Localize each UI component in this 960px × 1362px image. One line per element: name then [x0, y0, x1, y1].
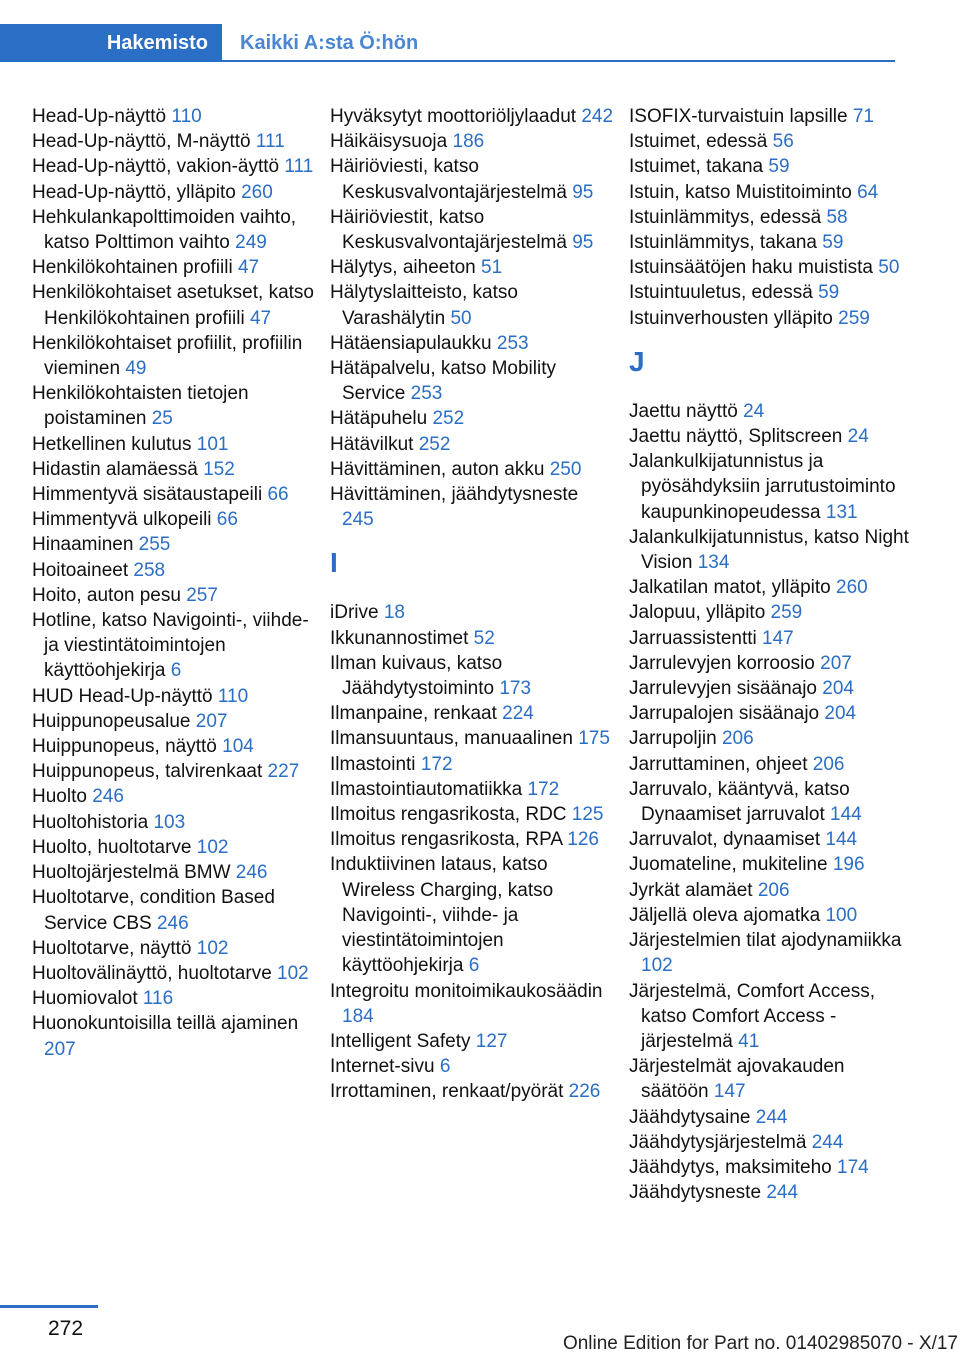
index-entry-text: Jäljellä oleva ajomatka [629, 904, 826, 926]
tab-index[interactable]: Hakemisto [0, 24, 222, 62]
index-entry-text: Hoitoaineet [32, 559, 134, 581]
index-entry-text: ISOFIX-turvaistuin lapsille [629, 106, 853, 127]
index-entry [330, 979, 615, 1029]
index-entry [629, 306, 914, 331]
index-entry-text: Himmentyvä ulkopeili [32, 509, 217, 531]
index-page-link[interactable]: 175 [578, 728, 610, 750]
index-entry [32, 709, 317, 734]
index-entry-text: Ilmoitus rengasrikosta, RDC [330, 804, 572, 826]
index-page-link[interactable]: 260 [836, 577, 868, 599]
index-entry-text: Jyrkät alamäet [629, 879, 758, 901]
index-entry [629, 255, 914, 280]
index-page-link[interactable]: 207 [820, 652, 852, 674]
index-entry-text: Huoltohistoria [32, 811, 154, 833]
index-entry-text: Jäähdytysneste [629, 1182, 767, 1204]
index-entry [629, 230, 914, 255]
index-page-link[interactable]: 206 [757, 879, 790, 901]
index-entry-text: Ikkunannostimet [330, 627, 474, 649]
index-entry [629, 726, 914, 751]
index-entry [330, 331, 615, 356]
index-page-link[interactable]: 18 [383, 602, 405, 624]
index-page-link[interactable]: 50 [878, 257, 900, 279]
index-entry [629, 104, 914, 129]
index-entry-text: Head-Up-näyttö, M-näyttö [32, 131, 256, 153]
index-page-link[interactable]: 56 [772, 131, 794, 153]
index-page-link[interactable]: 244 [811, 1131, 844, 1153]
index-column-2 [330, 104, 615, 1105]
index-entry [629, 449, 914, 525]
index-entry [32, 734, 317, 759]
index-page-link[interactable]: 196 [832, 854, 865, 876]
index-page-link[interactable]: 71 [852, 106, 874, 127]
index-page-link[interactable]: 116 [142, 988, 174, 1010]
index-entry [629, 180, 914, 205]
index-entry [629, 979, 914, 1055]
index-entry-text: Jaettu näyttö, Splitscreen [629, 426, 848, 448]
index-entry [629, 777, 914, 827]
index-entry-text: Istuinverhousten ylläpito [629, 307, 839, 329]
index-entry [32, 507, 317, 532]
index-page-link[interactable]: 255 [138, 534, 171, 556]
index-page-link[interactable]: 172 [527, 778, 560, 800]
index-entry-text: Istuinlämmitys, edessä [629, 206, 827, 228]
index-entry [330, 1054, 615, 1079]
index-page-link[interactable]: 144 [830, 804, 862, 826]
index-entry-text: Huolto [32, 786, 93, 808]
index-letter-heading: J [629, 345, 645, 377]
index-entry-text: Jarruttaminen, ohjeet [629, 753, 813, 775]
index-page-link[interactable]: 204 [824, 703, 857, 725]
index-entry-text: Ilmansuuntaus, manuaalinen [330, 728, 579, 750]
index-entry [629, 651, 914, 676]
index-entry [330, 129, 615, 154]
index-entry [629, 525, 914, 575]
index-entry-text: iDrive [330, 602, 384, 624]
index-entry-text: Jaettu näyttö [629, 400, 744, 422]
index-entry-text: Jalankulkijatunnistus ja pyösähdyksiin jarrutustoiminto kaupunkinopeudessa [629, 451, 896, 523]
index-page-link[interactable]: 50 [450, 307, 472, 329]
index-page-link[interactable]: 244 [766, 1182, 799, 1204]
index-page-link[interactable]: 6 [468, 955, 480, 977]
index-entry-text: HUD Head-Up-näyttö [32, 685, 218, 707]
index-entry-text: Jarrupalojen sisäänajo [629, 703, 825, 725]
index-entry-text: Häiriöviestit, katso Keskusvalvontajärjestelmä [330, 206, 573, 254]
index-entry [32, 558, 317, 583]
index-entry-text: Jarrupoljin [629, 728, 722, 750]
index-page-link[interactable]: 102 [196, 937, 229, 959]
index-page-link[interactable]: 110 [171, 106, 202, 127]
index-entry-text: Huippunopeus, näyttö [32, 736, 223, 758]
index-entry [330, 802, 615, 827]
index-page-link[interactable]: 152 [203, 458, 235, 480]
index-page-link[interactable]: 206 [721, 728, 754, 750]
index-entry [32, 961, 317, 986]
index-entry [629, 928, 914, 978]
index-page-link[interactable]: 224 [502, 703, 534, 725]
index-entry [330, 752, 615, 777]
index-page-link[interactable]: 227 [267, 761, 300, 783]
index-entry [32, 381, 317, 431]
index-entry [330, 457, 615, 482]
index-entry [32, 280, 317, 330]
index-entry-text: Ilmoitus rengasrikosta, RPA [330, 829, 568, 851]
index-entry [629, 424, 914, 449]
index-entry-text: Häiriöviesti, katso Keskusvalvontajärjestelmä [330, 156, 573, 203]
index-entry [629, 205, 914, 230]
index-entry-text: Hävittäminen, auton akku [330, 458, 550, 480]
index-page-link[interactable]: 126 [567, 829, 599, 851]
index-page-link[interactable]: 41 [738, 1030, 760, 1052]
index-entry-text: Huoltovälinäyttö, huoltotarve [32, 962, 278, 984]
index-entry-text: Hoito, auton pesu [32, 584, 187, 606]
index-page-link[interactable]: 59 [822, 232, 844, 254]
index-entry-text: Hehkulankapolttimoiden vaihto, katso Polttimon vaihto [32, 206, 297, 254]
index-entry-text: Head-Up-näyttö, ylläpito [32, 181, 242, 203]
index-entry-text: Jalkatilan matot, ylläpito [629, 577, 836, 599]
index-entry [32, 1011, 317, 1061]
header-tabs [0, 24, 895, 62]
index-page-link[interactable]: 244 [755, 1106, 788, 1128]
index-entry [629, 129, 914, 154]
index-letter-heading: I [330, 547, 338, 579]
index-entry-text: Irrottaminen, renkaat/pyörät [330, 1081, 569, 1103]
index-entry [629, 1180, 914, 1205]
index-entry-text: Henkilökohtaisten tietojen poistaminen [32, 383, 249, 430]
index-page-link[interactable]: 66 [216, 509, 238, 531]
index-entry [32, 532, 317, 557]
index-page-link[interactable]: 111 [255, 131, 285, 153]
index-page-link[interactable]: 59 [818, 282, 840, 304]
index-entry [330, 1029, 615, 1054]
index-entry-text: Huippunopeus, talvirenkaat [32, 761, 268, 783]
index-page-link[interactable]: 260 [241, 181, 273, 203]
index-page-link[interactable]: 250 [549, 458, 582, 480]
index-entry [629, 626, 914, 651]
index-entry [629, 1155, 914, 1180]
index-page-link[interactable]: 24 [847, 426, 869, 448]
index-entry [32, 255, 317, 280]
index-entry-text: Huomiovalot [32, 988, 143, 1010]
index-entry-text: Ilman kuivaus, katso Jäähdytystoiminto [330, 652, 503, 700]
index-entry [330, 600, 615, 625]
index-entry-text: Istuinsäätöjen haku muistista [629, 257, 879, 279]
index-entry [629, 399, 914, 424]
index-page-link[interactable]: 58 [826, 206, 848, 228]
index-entry [32, 936, 317, 961]
index-entry [32, 835, 317, 860]
index-page-link[interactable]: 25 [151, 408, 173, 430]
index-entry [629, 1130, 914, 1155]
index-entry-text: Hinaaminen [32, 534, 139, 556]
index-entry-text: Jarrulevyjen korroosio [629, 652, 821, 674]
index-page-link[interactable]: 49 [125, 358, 147, 380]
index-entry-text: Ilmastointiautomatiikka [330, 778, 528, 800]
index-page-link[interactable]: 59 [768, 156, 790, 178]
index-page-link[interactable]: 47 [249, 307, 272, 329]
index-entry-text: Istuimet, edessä [629, 131, 773, 153]
index-entry-text: Istuimet, takana [629, 156, 769, 178]
index-entry [330, 827, 615, 852]
page-number: 272 [48, 1317, 84, 1340]
index-page-link[interactable]: 173 [499, 678, 532, 700]
index-entry-text: Jarruvalo, kääntyvä, katso Dynaamiset jarruvalot [629, 778, 850, 826]
index-entry-text: Järjestelmä, Comfort Access, katso Comfort Access -järjestelmä [629, 980, 876, 1052]
index-entry [330, 852, 615, 978]
index-entry-text: Hidastin alamäessä [32, 458, 204, 480]
index-entry [330, 482, 615, 532]
index-entry [330, 626, 615, 651]
index-page-link[interactable]: 6 [170, 660, 182, 682]
index-entry-text: Induktiivinen lataus, katso Wireless Charging, katso Navigointi-, viihde- ja viestintätoimintojen käyttöohjekirja [330, 854, 554, 977]
index-page-link[interactable]: 259 [838, 307, 870, 329]
index-entry-text: Hävittäminen, jäähdytysneste [330, 484, 579, 506]
index-entry [629, 280, 914, 305]
index-page-link[interactable]: 207 [44, 1038, 76, 1060]
index-page-link[interactable]: 131 [825, 501, 858, 523]
index-page-link[interactable]: 204 [822, 678, 854, 700]
index-page-link[interactable]: 125 [571, 804, 604, 826]
index-entry [330, 432, 615, 457]
index-entry-text: Jarrulevyjen sisäänajo [629, 678, 823, 700]
index-entry-text: Hetkellinen kulutus [32, 433, 197, 455]
index-entry [629, 852, 914, 877]
index-entry [629, 752, 914, 777]
index-entry [32, 608, 317, 684]
index-entry [32, 784, 317, 809]
index-entry [629, 1054, 914, 1104]
index-entry-text: Jäähdytys, maksimiteho [629, 1156, 838, 1178]
index-page-link[interactable]: 144 [825, 829, 858, 851]
index-entry [32, 860, 317, 885]
index-page-link[interactable]: 100 [825, 904, 858, 926]
index-page-link[interactable]: 103 [153, 811, 186, 833]
index-page-link[interactable]: 111 [284, 156, 314, 178]
index-entry [330, 1079, 615, 1104]
index-page-link[interactable]: 95 [572, 232, 594, 254]
index-entry-text: Internet-sivu [330, 1056, 440, 1078]
index-page-link[interactable]: 102 [196, 836, 229, 858]
index-page-link[interactable]: 258 [133, 559, 166, 581]
index-entry [32, 759, 317, 784]
index-page-link[interactable]: 246 [235, 862, 268, 884]
index-page-link[interactable]: 172 [420, 753, 453, 775]
index-column-1 [32, 104, 317, 1062]
index-entry [32, 684, 317, 709]
index-entry [330, 280, 615, 330]
footer-bar [0, 1305, 98, 1308]
index-entry-text: Hälytys, aiheeton [330, 257, 482, 279]
index-page-link[interactable]: 147 [762, 627, 794, 649]
index-page-link[interactable]: 253 [496, 332, 529, 354]
index-entry-text: Hyväksytyt moottoriöljylaadut [330, 106, 582, 127]
index-entry [629, 600, 914, 625]
index-entry [32, 205, 317, 255]
index-page-link[interactable]: 47 [237, 257, 260, 279]
index-entry-text: Hotline, katso Navigointi-, viihde- ja viestintätoimintojen käyttöohjekirja [32, 610, 309, 682]
index-page-link[interactable]: 52 [473, 627, 495, 649]
index-entry-text: Istuintuuletus, edessä [629, 282, 819, 304]
index-entry-text: Jalankulkijatunnistus, katso Night Vision [629, 526, 909, 574]
index-page-link[interactable]: 252 [418, 433, 451, 455]
index-page-link[interactable]: 253 [410, 383, 443, 405]
edition-note: Online Edition for Part no. 01402985070 - X/17 [562, 1333, 958, 1354]
index-page-link[interactable]: 259 [770, 602, 803, 624]
index-entry-text: Henkilökohtainen profiili [32, 257, 238, 279]
index-entry [629, 827, 914, 852]
index-entry [629, 676, 914, 701]
index-entry [330, 651, 615, 701]
index-entry [629, 1105, 914, 1130]
index-entry [330, 205, 615, 255]
index-entry-text: Huippunopeusalue [32, 710, 196, 732]
index-entry-text: Hätävilkut [330, 433, 419, 455]
index-entry [32, 810, 317, 835]
index-entry-text: Head-Up-näyttö [32, 106, 172, 127]
index-page-link[interactable]: 207 [195, 710, 228, 732]
index-page-link[interactable]: 147 [713, 1081, 746, 1103]
index-entry [330, 255, 615, 280]
index-entry [330, 104, 615, 129]
index-page-link[interactable]: 257 [186, 584, 218, 606]
index-page-link[interactable]: 252 [432, 408, 465, 430]
index-page-link[interactable]: 242 [581, 106, 614, 127]
index-entry [32, 432, 317, 457]
index-entry-text: Henkilökohtaiset asetukset, katso Henkilökohtainen profiili [32, 282, 314, 329]
index-entry [32, 331, 317, 381]
index-page-link[interactable]: 6 [439, 1056, 451, 1078]
index-entry-text: Huonokuntoisilla teillä ajaminen [32, 1013, 299, 1035]
index-entry [629, 903, 914, 928]
index-entry-text: Järjestelmien tilat ajodynamiikka [629, 930, 902, 952]
index-page-link[interactable]: 134 [697, 552, 730, 574]
index-entry-text: Ilmanpaine, renkaat [330, 703, 503, 725]
index-page-link[interactable]: 127 [475, 1030, 508, 1052]
index-entry-text: Hälytyslaitteisto, katso Varashälytin [330, 282, 518, 329]
index-entry [32, 154, 317, 179]
index-entry-text: Hätäensiapulaukku [330, 332, 497, 354]
index-page-link[interactable]: 186 [452, 131, 485, 153]
index-page-link[interactable]: 110 [217, 685, 249, 707]
index-entry [330, 726, 615, 751]
index-entry-text: Häikäisysuoja [330, 131, 453, 153]
index-page-link[interactable]: 246 [156, 912, 189, 934]
index-entry [32, 583, 317, 608]
index-entry [32, 104, 317, 129]
index-page-link[interactable]: 184 [342, 1005, 374, 1027]
index-entry-text: Himmentyvä sisätaustapeili [32, 484, 268, 506]
index-entry [330, 777, 615, 802]
index-page-link[interactable]: 206 [812, 753, 845, 775]
index-entry [629, 701, 914, 726]
index-entry-text: Huoltotarve, condition Based Service CBS [32, 887, 275, 934]
index-page-link[interactable]: 226 [568, 1081, 601, 1103]
index-entry-text: Jalopuu, ylläpito [629, 602, 771, 624]
index-entry-text: Juomateline, mukiteline [629, 854, 833, 876]
header-rule [222, 60, 895, 62]
index-page-link[interactable]: 102 [641, 955, 673, 977]
index-page-link[interactable]: 66 [267, 484, 289, 506]
index-page-link[interactable]: 95 [572, 181, 594, 203]
index-page-link[interactable]: 249 [235, 232, 267, 254]
index-entry [330, 701, 615, 726]
index-page-link[interactable]: 245 [342, 509, 374, 531]
index-entry-text: Intelligent Safety [330, 1030, 476, 1052]
index-entry [32, 482, 317, 507]
index-entry-text: Ilmastointi [330, 753, 421, 775]
index-entry [32, 457, 317, 482]
index-entry-text: Henkilökohtaiset profiilit, profiilin vieminen [32, 332, 303, 380]
index-entry [32, 885, 317, 935]
index-entry [330, 154, 615, 204]
index-page-link[interactable]: 24 [743, 400, 765, 422]
index-entry-text: Integroitu monitoimikaukosäädin [330, 980, 603, 1002]
tab-a-to-o[interactable]: Kaikki A:sta Ö:hön [240, 32, 419, 54]
index-entry-text: Huoltotarve, näyttö [32, 937, 197, 959]
index-page-link[interactable]: 246 [92, 786, 124, 808]
index-page-link[interactable]: 101 [196, 433, 229, 455]
index-page-link[interactable]: 104 [222, 736, 254, 758]
index-page-link[interactable]: 174 [837, 1156, 869, 1178]
index-entry-text: Jarruvalot, dynaamiset [629, 829, 826, 851]
index-page-link[interactable]: 102 [277, 962, 309, 984]
index-entry-text: Head-Up-näyttö, vakion-äyttö [32, 156, 285, 178]
index-entry [32, 129, 317, 154]
index-entry [629, 575, 914, 600]
index-column-3 [629, 104, 914, 1205]
index-page-link[interactable]: 64 [857, 181, 879, 203]
index-entry [629, 154, 914, 179]
index-entry-text: Hätäpuhelu [330, 408, 433, 430]
index-entry-text: Jäähdytysjärjestelmä [629, 1131, 812, 1153]
index-entry [629, 878, 914, 903]
index-entry-text: Jäähdytysaine [629, 1106, 756, 1128]
index-entry-text: Jarruassistentti [629, 627, 763, 649]
index-entry [32, 180, 317, 205]
index-entry-text: Istuinlämmitys, takana [629, 232, 823, 254]
index-entry-text: Hätäpalvelu, katso Mobility Service [330, 358, 556, 405]
index-entry-text: Istuin, katso Muistitoiminto [629, 181, 858, 203]
index-page-link[interactable]: 51 [481, 257, 503, 279]
index-entry [330, 406, 615, 431]
index-entry [330, 356, 615, 406]
index-entry-text: Huolto, huoltotarve [32, 836, 197, 858]
index-entry-text: Huoltojärjestelmä BMW [32, 862, 236, 884]
index-entry-text: Järjestelmät ajovakauden säätöön [629, 1056, 845, 1103]
index-entry [32, 986, 317, 1011]
